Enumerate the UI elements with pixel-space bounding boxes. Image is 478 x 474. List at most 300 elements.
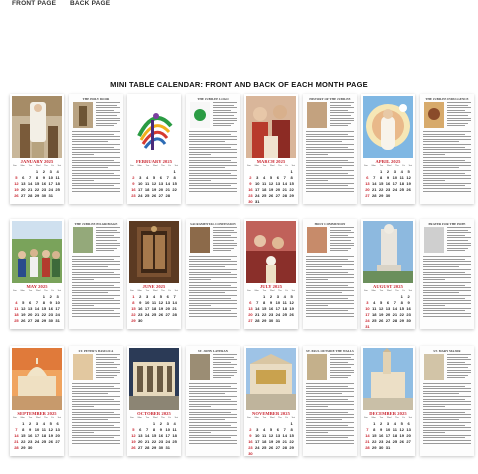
text-line bbox=[306, 308, 354, 309]
day-number: 1 bbox=[152, 421, 156, 426]
month-name: AUGUST 2025 bbox=[373, 284, 403, 289]
text-line bbox=[72, 313, 120, 314]
text-line bbox=[72, 274, 120, 275]
text-line bbox=[423, 173, 465, 174]
text-line bbox=[96, 375, 117, 376]
back-page-title: HOLY COMMUNION bbox=[314, 222, 346, 226]
day-number: 10 bbox=[48, 175, 53, 180]
back-page-title: THE HOLY DOOR bbox=[82, 97, 110, 101]
back-page-jan bbox=[69, 94, 123, 204]
text-line bbox=[189, 432, 211, 433]
day-number: 10 bbox=[34, 427, 40, 432]
day-blank bbox=[247, 294, 254, 299]
back-page-title: THE JUBILEE INDULGENCE bbox=[425, 97, 469, 101]
weekday-label: Fri bbox=[402, 290, 405, 292]
day-number: 29 bbox=[131, 318, 136, 323]
day-number: 3 bbox=[49, 169, 52, 174]
text-line bbox=[189, 303, 237, 304]
front-page-may bbox=[10, 219, 64, 329]
weekday-label: Thu bbox=[160, 290, 165, 292]
weekday-label: Tue bbox=[28, 165, 33, 167]
text-line bbox=[72, 300, 120, 301]
text-line bbox=[96, 102, 120, 103]
day-number: 19 bbox=[378, 312, 384, 317]
back-page-aug bbox=[420, 219, 474, 329]
text-line bbox=[306, 272, 348, 273]
back-page-title: ST. MARY MAJOR bbox=[433, 349, 461, 353]
day-number: 15 bbox=[131, 306, 136, 311]
day-number: 10 bbox=[385, 427, 391, 432]
day-number: 24 bbox=[55, 312, 60, 317]
weekday-label: Mon bbox=[137, 290, 142, 292]
weekday-label: Thu bbox=[43, 417, 48, 419]
day-number: 27 bbox=[275, 193, 281, 198]
text-line bbox=[96, 118, 120, 119]
text-line bbox=[189, 414, 237, 415]
day-number: 15 bbox=[41, 306, 47, 311]
text-line bbox=[72, 298, 114, 299]
text-line bbox=[330, 240, 351, 241]
text-line bbox=[306, 160, 348, 161]
weekday-label: Sat bbox=[408, 290, 412, 292]
back-page-title: THE JUBILEE LOGO bbox=[197, 97, 229, 101]
day-number: 16 bbox=[248, 187, 253, 192]
text-line bbox=[423, 393, 459, 394]
day-number: 24 bbox=[255, 193, 260, 198]
weekday-header bbox=[364, 165, 412, 167]
text-line bbox=[72, 417, 120, 418]
text-line bbox=[72, 173, 114, 174]
front-page-sep bbox=[10, 346, 64, 456]
day-number: 17 bbox=[385, 433, 391, 438]
text-line bbox=[189, 310, 231, 311]
text-line bbox=[189, 409, 237, 410]
text-line bbox=[306, 175, 354, 176]
month-name: JANUARY 2025 bbox=[20, 159, 54, 164]
text-line bbox=[72, 154, 94, 155]
text-line bbox=[306, 277, 354, 278]
text-line bbox=[330, 120, 354, 121]
day-number: 23 bbox=[406, 312, 411, 317]
weekday-label: Fri bbox=[168, 417, 171, 419]
weekday-header bbox=[247, 417, 295, 419]
month-photo bbox=[12, 96, 62, 158]
text-line bbox=[213, 359, 237, 360]
day-number: 20 bbox=[165, 306, 170, 311]
text-line bbox=[306, 266, 342, 267]
day-number: 14 bbox=[282, 433, 287, 438]
day-number: 5 bbox=[380, 300, 383, 305]
day-blank bbox=[137, 421, 144, 426]
text-line bbox=[306, 290, 354, 291]
day-number: 12 bbox=[289, 300, 294, 305]
weekday-label: Thu bbox=[277, 165, 282, 167]
text-line bbox=[189, 435, 237, 436]
text-line bbox=[189, 173, 231, 174]
day-number: 7 bbox=[366, 427, 369, 432]
day-number: 18 bbox=[372, 312, 377, 317]
text-line bbox=[189, 264, 237, 265]
back-page-image bbox=[73, 354, 93, 380]
text-line bbox=[96, 362, 114, 363]
weekday-label: Fri bbox=[285, 417, 288, 419]
day-number: 21 bbox=[34, 312, 40, 317]
weekday-label: Wed bbox=[386, 290, 392, 292]
text-line bbox=[306, 401, 354, 402]
day-grid bbox=[247, 169, 295, 204]
text-line bbox=[213, 364, 237, 365]
text-line bbox=[306, 165, 354, 166]
text-line bbox=[189, 188, 237, 189]
text-line bbox=[72, 383, 120, 384]
text-line bbox=[72, 279, 94, 280]
day-number: 11 bbox=[145, 181, 150, 186]
text-line bbox=[213, 370, 237, 371]
text-line bbox=[72, 287, 120, 288]
text-line bbox=[72, 290, 120, 291]
day-number: 29 bbox=[261, 318, 267, 323]
day-number: 9 bbox=[407, 300, 410, 305]
weekday-label: Tue bbox=[379, 417, 384, 419]
text-line bbox=[306, 406, 328, 407]
day-number: 15 bbox=[261, 306, 267, 311]
text-line bbox=[189, 178, 237, 179]
day-number: 12 bbox=[268, 433, 274, 438]
day-number: 1 bbox=[290, 421, 293, 426]
day-number: 18 bbox=[41, 433, 47, 438]
day-number: 18 bbox=[55, 181, 60, 186]
weekday-label: Tue bbox=[28, 290, 33, 292]
day-number: 5 bbox=[269, 427, 273, 432]
day-blank bbox=[261, 169, 268, 174]
day-number: 11 bbox=[399, 175, 404, 180]
day-number: 7 bbox=[35, 300, 39, 305]
text-line bbox=[72, 175, 120, 176]
weekday-label: Sat bbox=[408, 165, 412, 167]
text-line bbox=[72, 272, 114, 273]
weekday-label: Fri bbox=[168, 165, 171, 167]
text-line bbox=[306, 269, 354, 270]
day-number: 20 bbox=[275, 439, 281, 444]
text-line bbox=[423, 282, 471, 283]
day-number: 5 bbox=[407, 169, 410, 174]
text-line bbox=[213, 112, 237, 113]
weekday-label: Sun bbox=[130, 165, 134, 167]
day-number: 26 bbox=[378, 318, 384, 323]
body-text bbox=[213, 354, 237, 380]
month-photo bbox=[363, 96, 413, 158]
day-number: 4 bbox=[173, 421, 176, 426]
text-line bbox=[72, 437, 114, 438]
text-line bbox=[423, 134, 465, 135]
text-line bbox=[423, 303, 471, 304]
day-blank bbox=[254, 294, 261, 299]
text-line bbox=[96, 357, 117, 358]
text-line bbox=[423, 256, 471, 257]
day-grid bbox=[13, 169, 61, 198]
text-line bbox=[72, 406, 94, 407]
text-line bbox=[330, 227, 354, 228]
text-line bbox=[72, 144, 120, 145]
day-number: 12 bbox=[406, 175, 411, 180]
body-text bbox=[189, 131, 237, 200]
day-number: 8 bbox=[22, 427, 25, 432]
day-number: 11 bbox=[262, 181, 267, 186]
day-blank bbox=[144, 169, 151, 174]
day-number: 1 bbox=[132, 294, 135, 299]
day-number: 28 bbox=[172, 312, 177, 317]
text-line bbox=[72, 261, 120, 262]
text-line bbox=[447, 112, 471, 113]
text-line bbox=[72, 183, 120, 184]
text-line bbox=[330, 359, 354, 360]
day-number: 31 bbox=[48, 193, 53, 198]
text-line bbox=[330, 102, 354, 103]
weekday-label: Thu bbox=[394, 417, 399, 419]
text-line bbox=[189, 144, 237, 145]
text-line bbox=[330, 237, 354, 238]
text-line bbox=[306, 383, 354, 384]
weekday-label: Mon bbox=[254, 165, 259, 167]
month-name: JULY 2025 bbox=[259, 284, 283, 289]
day-number: 24 bbox=[34, 439, 40, 444]
day-number: 7 bbox=[15, 427, 18, 432]
day-number: 8 bbox=[380, 175, 383, 180]
text-line bbox=[96, 364, 120, 365]
body-text bbox=[72, 383, 120, 452]
day-number: 6 bbox=[166, 294, 169, 299]
text-line bbox=[72, 425, 114, 426]
back-page-jun bbox=[186, 219, 240, 329]
text-line bbox=[189, 298, 231, 299]
day-number: 9 bbox=[159, 427, 162, 432]
weekday-label: Sat bbox=[291, 165, 295, 167]
weekday-label: Wed bbox=[386, 417, 392, 419]
day-number: 25 bbox=[55, 187, 60, 192]
day-number: 11 bbox=[172, 427, 177, 432]
day-number: 2 bbox=[249, 175, 252, 180]
text-line bbox=[423, 440, 471, 441]
text-line bbox=[189, 406, 211, 407]
text-line bbox=[189, 261, 237, 262]
weekday-label: Sun bbox=[130, 417, 134, 419]
day-number: 19 bbox=[268, 187, 274, 192]
text-line bbox=[96, 377, 114, 378]
day-number: 21 bbox=[365, 439, 370, 444]
text-line bbox=[447, 359, 471, 360]
text-line bbox=[306, 386, 348, 387]
day-number: 4 bbox=[263, 427, 266, 432]
day-blank bbox=[34, 294, 41, 299]
day-number: 18 bbox=[399, 181, 404, 186]
day-number: 10 bbox=[138, 181, 143, 186]
text-line bbox=[96, 354, 120, 355]
text-line bbox=[72, 404, 120, 405]
day-number: 8 bbox=[35, 175, 39, 180]
weekday-label: Tue bbox=[379, 290, 384, 292]
text-line bbox=[306, 313, 354, 314]
day-number: 26 bbox=[399, 439, 404, 444]
day-blank bbox=[274, 169, 281, 174]
text-line bbox=[189, 417, 237, 418]
day-number: 19 bbox=[158, 306, 164, 311]
day-number: 10 bbox=[255, 181, 260, 186]
text-line bbox=[306, 167, 342, 168]
day-number: 1 bbox=[173, 169, 176, 174]
day-number: 27 bbox=[275, 445, 281, 450]
day-number: 20 bbox=[27, 312, 33, 317]
text-line bbox=[306, 396, 354, 397]
front-page-aug bbox=[361, 219, 415, 329]
day-number: 13 bbox=[365, 181, 370, 186]
weekday-label: Tue bbox=[28, 417, 33, 419]
day-number: 12 bbox=[378, 306, 384, 311]
day-number: 20 bbox=[275, 187, 281, 192]
day-number: 1 bbox=[290, 169, 293, 174]
day-number: 23 bbox=[378, 439, 384, 444]
day-number: 19 bbox=[14, 187, 19, 192]
text-line bbox=[96, 112, 120, 113]
day-number: 29 bbox=[399, 318, 404, 323]
text-line bbox=[96, 120, 120, 121]
back-page-title: HISTORY OF THE JUBILEE bbox=[309, 97, 351, 101]
weekday-label: Fri bbox=[51, 165, 54, 167]
weekday-label: Mon bbox=[20, 290, 25, 292]
text-line bbox=[306, 393, 342, 394]
day-number: 2 bbox=[49, 294, 52, 299]
text-line bbox=[306, 292, 342, 293]
day-number: 8 bbox=[373, 427, 376, 432]
day-number: 27 bbox=[27, 318, 33, 323]
day-number: 29 bbox=[21, 445, 26, 450]
back-page-title: ST. PAUL OUTSIDE THE WALLS bbox=[306, 349, 354, 353]
text-line bbox=[306, 147, 348, 148]
text-line bbox=[72, 152, 120, 153]
weekday-label: Wed bbox=[35, 290, 41, 292]
text-line bbox=[189, 401, 237, 402]
text-line bbox=[447, 372, 471, 373]
day-number: 30 bbox=[378, 445, 384, 450]
day-number: 4 bbox=[263, 175, 266, 180]
day-number: 30 bbox=[248, 451, 253, 456]
day-number: 9 bbox=[139, 300, 142, 305]
day-number: 31 bbox=[255, 199, 260, 204]
body-text bbox=[330, 227, 354, 253]
text-line bbox=[189, 443, 237, 444]
text-line bbox=[306, 399, 348, 400]
day-number: 6 bbox=[56, 421, 59, 426]
text-line bbox=[189, 180, 211, 181]
day-number: 28 bbox=[165, 193, 170, 198]
day-number: 21 bbox=[165, 187, 170, 192]
day-number: 22 bbox=[289, 187, 294, 192]
day-number: 29 bbox=[289, 445, 294, 450]
text-line bbox=[189, 388, 237, 389]
text-line bbox=[213, 123, 234, 124]
back-page-title: PRAYER FOR THE POPE bbox=[428, 222, 466, 226]
day-number: 5 bbox=[159, 294, 162, 299]
text-line bbox=[330, 123, 351, 124]
text-line bbox=[447, 237, 471, 238]
text-line bbox=[423, 437, 465, 438]
back-page-image bbox=[307, 227, 327, 253]
text-line bbox=[189, 170, 237, 171]
weekday-label: Tue bbox=[262, 290, 267, 292]
text-line bbox=[306, 419, 342, 420]
day-number: 23 bbox=[248, 445, 253, 450]
day-blank bbox=[157, 169, 164, 174]
month-photo bbox=[246, 96, 296, 158]
day-number: 21 bbox=[14, 439, 19, 444]
text-line bbox=[423, 404, 471, 405]
text-line bbox=[423, 383, 471, 384]
text-line bbox=[72, 388, 120, 389]
text-line bbox=[189, 396, 237, 397]
day-number: 21 bbox=[144, 439, 150, 444]
text-line bbox=[189, 419, 225, 420]
text-line bbox=[330, 232, 354, 233]
day-number: 17 bbox=[48, 181, 53, 186]
front-page-jun bbox=[127, 219, 181, 329]
text-line bbox=[72, 157, 120, 158]
back-page-mar bbox=[303, 94, 357, 204]
back-page-dec bbox=[420, 346, 474, 456]
weekday-header bbox=[130, 417, 178, 419]
text-line bbox=[330, 110, 348, 111]
weekday-label: Tue bbox=[145, 417, 150, 419]
day-number: 2 bbox=[386, 169, 390, 174]
text-line bbox=[213, 232, 237, 233]
day-number: 2 bbox=[139, 294, 142, 299]
text-line bbox=[189, 386, 231, 387]
day-number: 16 bbox=[248, 439, 253, 444]
text-line bbox=[189, 292, 225, 293]
day-number: 27 bbox=[138, 445, 143, 450]
text-line bbox=[72, 277, 120, 278]
day-number: 9 bbox=[49, 300, 52, 305]
day-number: 15 bbox=[378, 181, 384, 186]
day-number: 23 bbox=[131, 193, 136, 198]
day-number: 3 bbox=[256, 175, 259, 180]
back-page-feb bbox=[186, 94, 240, 204]
day-number: 6 bbox=[159, 175, 162, 180]
front-page-jul bbox=[244, 219, 298, 329]
front-page-label: FRONT PAGE bbox=[12, 0, 57, 7]
text-line bbox=[423, 310, 465, 311]
body-text bbox=[330, 354, 354, 380]
text-line bbox=[306, 185, 348, 186]
day-number: 28 bbox=[372, 193, 377, 198]
text-line bbox=[213, 237, 237, 238]
text-line bbox=[447, 227, 471, 228]
day-blank bbox=[364, 294, 371, 299]
day-number: 24 bbox=[255, 445, 260, 450]
text-line bbox=[96, 359, 120, 360]
day-number: 3 bbox=[139, 175, 142, 180]
text-line bbox=[72, 259, 114, 260]
text-line bbox=[447, 243, 471, 244]
text-line bbox=[72, 134, 114, 135]
month-name: APRIL 2025 bbox=[375, 159, 401, 164]
text-line bbox=[96, 115, 117, 116]
weekday-header bbox=[130, 165, 178, 167]
back-page-image bbox=[424, 227, 444, 253]
text-line bbox=[423, 425, 465, 426]
day-blank bbox=[137, 169, 144, 174]
day-number: 20 bbox=[138, 439, 143, 444]
text-line bbox=[96, 370, 120, 371]
day-number: 18 bbox=[144, 187, 150, 192]
